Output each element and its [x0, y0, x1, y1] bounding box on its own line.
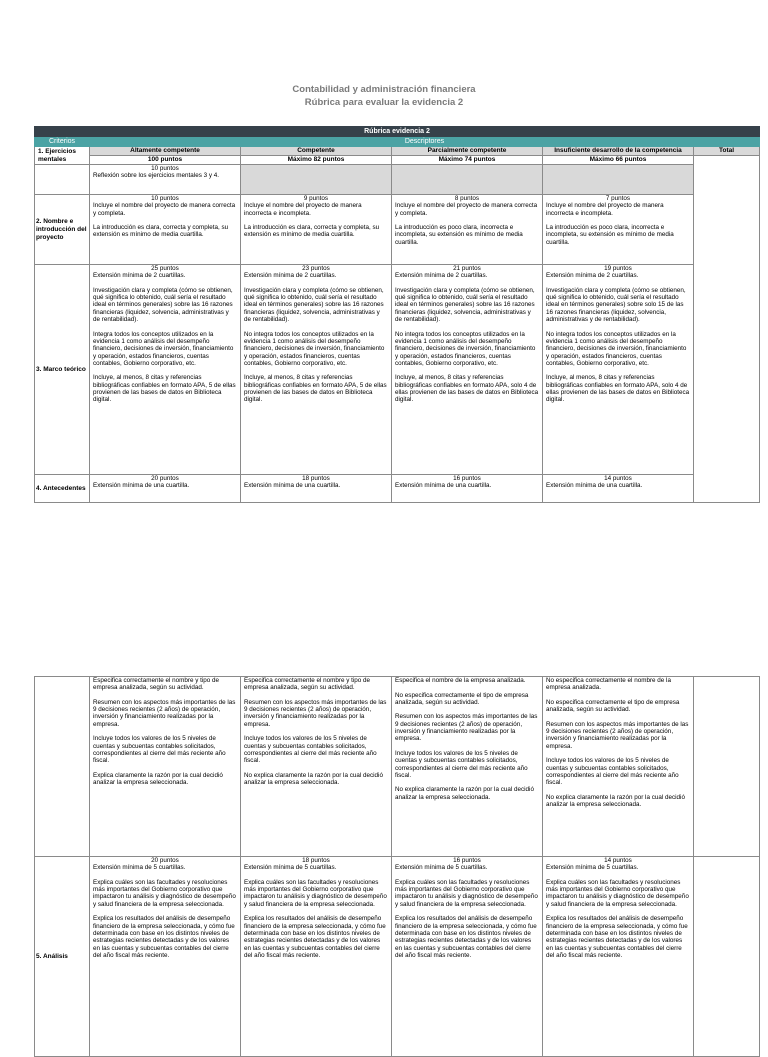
cell-text: Incluye el nombre del proyecto de manera correcta y completa.	[93, 202, 236, 217]
cell-text: Explica los resultados del análisis de desempeño financiero de la empresa seleccionada, y cómo fue determinada con base en los distintos niveles de estrategias recientes detectadas y de los valores en las cuentas y subcuentas contables del cierre del año fiscal más reciente.	[244, 915, 386, 959]
cell-text: Explica los resultados del análisis de desempeño financiero de la empresa seleccionada, y cómo fue determinada con base en los distintos niveles de estrategias recientes detectadas y de los valores en las cuentas y subcuentas contables del cierre del año fiscal más reciente.	[546, 915, 688, 959]
cell-text: Resumen con los aspectos más importantes de las 9 decisiones recientes (2 años) de operación, inversión y financiamiento realizadas por la empresa.	[93, 698, 236, 728]
rubric-cell	[543, 475, 694, 503]
rubric-cell	[241, 857, 392, 1057]
criterion-spacer	[35, 165, 90, 195]
cell-text: Extensión mínima de una cuartilla.	[395, 482, 492, 490]
cell-text: Incluye, al menos, 8 citas y referencias bibliográficas confiables en formato APA, solo 4 de ellas provienen de las bases de datos en Biblioteca digital.	[395, 374, 539, 404]
criterion-label: 1. Ejercicios mentales	[38, 147, 76, 163]
cell-text: Resumen con los aspectos más importantes de las 9 decisiones recientes (2 años) de operación, inversión y financiamiento realizadas por la empresa.	[244, 698, 387, 728]
points: 20 puntos	[151, 475, 179, 482]
rubric-cell	[543, 677, 694, 857]
cell-text: Resumen con los aspectos más importantes de las 9 decisiones recientes (2 años) de operación, inversión y financiamiento realizadas por la empresa.	[395, 713, 538, 743]
cell-text: La introducción es clara, correcta y completa, su extensión es mínimo de media cuartilla.	[244, 224, 380, 239]
empty-cell	[392, 165, 543, 195]
cell-text: Extensión mínima de 5 cuartillas.	[546, 864, 639, 872]
cell-text: Extensión mínima de 2 cuartillas.	[395, 272, 488, 280]
total-header: Total	[694, 147, 760, 156]
table-row	[35, 677, 760, 857]
cell-text: Extensión mínima de 2 cuartillas.	[244, 272, 337, 280]
cell-text: No explica claramente la razón por la cual decidió analizar la empresa seleccionada.	[395, 786, 534, 801]
cell-text: No explica claramente la razón por la cual decidió analizar la empresa seleccionada.	[546, 793, 685, 809]
level-max: Máximo 82 puntos	[241, 156, 392, 165]
cell-text: Explica cuáles son las facultades y resoluciones más importantes del Gobierno corporativo que impactaron tu análisis y diagnóstico de desempeño y salud financiera de la empresa seleccionada.	[546, 878, 689, 908]
table-row	[35, 165, 760, 195]
level-name: Parcialmente competente	[392, 147, 543, 156]
empty-cell	[543, 165, 694, 195]
rubric-table	[34, 126, 760, 503]
criterion-label	[35, 677, 90, 857]
cell-text: Incluye todos los valores de los 5 niveles de cuentas y subcuentas contables solicitados, correspondientes al cierre del más reciente año fiscal.	[546, 757, 679, 787]
points: 8 puntos	[454, 195, 480, 202]
rubric-cell	[392, 677, 543, 857]
cell-text: La introducción es poco clara, incorrecta e incompleta, su extensión es mínimo de media cuartilla.	[395, 224, 523, 246]
rubric-cell	[392, 475, 543, 503]
table-row	[35, 475, 760, 503]
empty-cell	[241, 165, 392, 195]
table-row	[35, 265, 760, 475]
cell-text: Extensión mínima de 5 cuartillas.	[244, 864, 337, 872]
total-cell	[694, 156, 760, 503]
level-names-row	[35, 147, 760, 156]
rubric-cell	[90, 475, 241, 503]
cell-text: Especifica el nombre de la empresa analizada.	[395, 677, 526, 684]
cell-text: La introducción es clara, correcta y completa, su extensión es mínimo de media cuartilla.	[93, 224, 229, 239]
level-max: 100 puntos	[90, 156, 241, 165]
cell-text: No especifica correctamente el nombre de la empresa analizada.	[546, 677, 671, 692]
rubric-cell	[543, 265, 694, 475]
points: 18 puntos	[302, 475, 330, 482]
cell-text: Especifica correctamente el nombre y tipo de empresa analizada, según su actividad.	[244, 677, 370, 692]
cell-text: Incluye el nombre del proyecto de manera incorrecta e incompleta.	[244, 202, 362, 217]
total-cell	[694, 857, 760, 1057]
cell-text: Incluye, al menos, 8 citas y referencias bibliográficas confiables en formato APA, solo 4 de ellas provienen de las bases de datos en Biblioteca digital.	[546, 374, 690, 404]
rubric-cell	[392, 265, 543, 475]
cell-text: Integra todos los conceptos utilizados en la evidencia 1 como análisis del desempeño financiero, decisiones de inversión, financiamiento y operación, estados financieros, cuentas contables, Gobierno corporativo, etc.	[93, 330, 234, 367]
criterios-header: Criterios	[35, 137, 90, 147]
course-title: Contabilidad y administración financiera	[292, 84, 476, 95]
table-row	[35, 857, 760, 1057]
points: 20 puntos	[151, 857, 179, 864]
level-name: Altamente competente	[90, 147, 241, 156]
cell-text: Explica los resultados del análisis de desempeño financiero de la empresa seleccionada, y cómo fue determinada con base en los distintos niveles de estrategias recientes detectadas y de los valores en las cuentas y subcuentas contables del cierre del año fiscal más reciente.	[395, 915, 537, 959]
cell-text: Incluye, al menos, 8 citas y referencias bibliográficas confiables en formato APA, 5 de ellas provienen de las bases de datos en Biblioteca digital.	[244, 374, 387, 404]
rubric-cell	[90, 165, 241, 195]
rubric-cell	[543, 857, 694, 1057]
band-row	[35, 137, 760, 147]
cell-text: No integra todos los conceptos utilizados en la evidencia 1 como análisis del desempeño financiero, decisiones de inversión, financiamiento y operación, estados financieros, cuentas contables, Gobierno corporativo, etc.	[244, 330, 385, 367]
cell-text: Investigación clara y completa (cómo se obtienen, qué significa lo obtenido, cuál sería el resultado ideal en términos generales) sobre las 16 razones financieras (liquidez, solvencia, administrativas y de rentabilidad).	[244, 286, 384, 324]
criterion-label: 5. Análisis	[35, 857, 90, 1057]
level-max: Máximo 66 puntos	[543, 156, 694, 165]
cell-text: Resumen con los aspectos más importantes de las 9 decisiones recientes (2 años) de operación, inversión y financiamiento realizadas por la empresa.	[546, 720, 689, 750]
points: 18 puntos	[302, 857, 330, 864]
cell-text: Extensión mínima de 5 cuartillas.	[395, 864, 488, 872]
descriptores-header: Descriptores	[90, 137, 760, 147]
criterion-cell	[35, 147, 90, 165]
cell-text: Especifica correctamente el nombre y tipo de empresa analizada, según su actividad.	[93, 677, 219, 692]
cell-text: Explica claramente la razón por la cual decidió analizar la empresa seleccionada.	[93, 771, 223, 787]
level-name: Insuficiente desarrollo de la competencia	[543, 147, 694, 156]
rubric-cell	[543, 195, 694, 265]
cell-text: Extensión mínima de una cuartilla.	[546, 482, 643, 490]
cell-text: No integra todos los conceptos utilizados en la evidencia 1 como análisis del desempeño financiero, decisiones de inversión, financiamiento y operación, estados financieros, cuentas contables, Gobierno corporativo, etc.	[395, 330, 536, 367]
points: 14 puntos	[604, 857, 632, 864]
cell-text: Explica cuáles son las facultades y resoluciones más importantes del Gobierno corporativo que impactaron tu análisis y diagnóstico de desempeño y salud financiera de la empresa seleccionada.	[244, 878, 387, 908]
points: 25 puntos	[151, 265, 179, 272]
cell-text: No explica claramente la razón por la cual decidió analizar la empresa seleccionada.	[244, 771, 383, 787]
rubric-cell	[241, 195, 392, 265]
points: 9 puntos	[303, 195, 329, 202]
rubric-cell	[392, 857, 543, 1057]
cell-text: La introducción es poco clara, incorrecta e incompleta, su extensión es mínimo de media cuartilla.	[546, 224, 674, 246]
cell-text: Investigación clara y completa (cómo se obtienen, qué significa lo obtenido, cuál sería el resultado ideal en términos generales) sobre las 16 razones financieras (liquidez, solvencia, administrativas y de rentabilidad).	[395, 286, 535, 324]
cell-text: No especifica correctamente el tipo de empresa analizada, según su actividad.	[546, 698, 680, 714]
points: 21 puntos	[453, 265, 481, 272]
cell-text: Explica los resultados del análisis de desempeño financiero de la empresa seleccionada, y cómo fue determinada con base en los distintos niveles de estrategias recientes detectadas y de los valores en las cuentas y subcuentas contables del cierre del año fiscal más reciente.	[93, 915, 235, 959]
table-title-row	[35, 127, 760, 137]
rubric-cell	[90, 677, 241, 857]
points: 16 puntos	[453, 475, 481, 482]
rubric-cell	[392, 195, 543, 265]
cell-text: Incluye todos los valores de los 5 niveles de cuentas y subcuentas contables solicitados, correspondientes al cierre del más reciente año fiscal.	[395, 749, 528, 779]
points: 10 puntos	[151, 195, 179, 202]
criterion-label: 4. Antecedentes	[35, 475, 90, 503]
points: 7 puntos	[605, 195, 631, 202]
points: 23 puntos	[302, 265, 330, 272]
cell-text: Explica cuáles son las facultades y resoluciones más importantes del Gobierno corporativo que impactaron tu análisis y diagnóstico de desempeño y salud financiera de la empresa seleccionada.	[395, 878, 538, 908]
rubric-cell	[241, 677, 392, 857]
criterion-label: 3. Marco teórico	[35, 265, 90, 475]
table-row	[35, 195, 760, 265]
points: 19 puntos	[604, 265, 632, 272]
criterion-label: 2. Nombre e introducción del proyecto	[35, 195, 90, 265]
document-header	[0, 83, 768, 109]
level-max: Máximo 74 puntos	[392, 156, 543, 165]
cell-text: Incluye todos los valores de los 5 niveles de cuentas y subcuentas contables solicitados, correspondientes al cierre del más reciente año fiscal.	[244, 735, 377, 765]
points: 16 puntos	[453, 857, 481, 864]
cell-text: No especifica correctamente el tipo de empresa analizada, según su actividad.	[395, 691, 529, 706]
points: 10 puntos	[151, 165, 179, 172]
total-cell	[694, 677, 760, 857]
rubric-cell	[90, 857, 241, 1057]
cell-text: Extensión mínima de 2 cuartillas.	[546, 272, 639, 280]
cell-text: Incluye todos los valores de los 5 niveles de cuentas y subcuentas contables solicitados, correspondientes al cierre del más reciente año fiscal.	[93, 735, 226, 765]
rubric-title: Rúbrica para evaluar la evidencia 2	[304, 97, 464, 108]
level-max-row	[35, 156, 760, 165]
cell-text: Incluye, al menos, 8 citas y referencias bibliográficas confiables en formato APA, 5 de ellas provienen de las bases de datos en Biblioteca digital.	[93, 374, 236, 404]
cell-text: Explica cuáles son las facultades y resoluciones más importantes del Gobierno corporativo que impactaron tu análisis y diagnóstico de desempeño y salud financiera de la empresa seleccionada.	[93, 878, 236, 908]
points: 14 puntos	[604, 475, 632, 482]
cell-text: Extensión mínima de una cuartilla.	[244, 482, 341, 490]
cell-text: No integra todos los conceptos utilizados en la evidencia 1 como análisis del desempeño financiero, decisiones de inversión, financiamiento y operación, estados financieros, cuentas contables, Gobierno corporativo, etc.	[546, 330, 687, 367]
table-title: Rúbrica evidencia 2	[35, 127, 760, 137]
cell-text: Incluye el nombre del proyecto de manera correcta y completa.	[395, 202, 538, 217]
rubric-cell	[90, 195, 241, 265]
rubric-cell	[90, 265, 241, 475]
cell-text: Investigación clara y completa (cómo se obtienen, qué significa lo obtenido, cuál sería el resultado ideal en términos generales) sobre las 16 razones financieras (liquidez, solvencia, administrativas y de rentabilidad).	[93, 286, 233, 324]
rubric-table-continued	[34, 676, 760, 1057]
rubric-cell	[241, 265, 392, 475]
rubric-cell	[241, 475, 392, 503]
cell-text: Reflexión sobre los ejercicios mentales 3 y 4.	[93, 172, 219, 180]
cell-text: Extensión mínima de 5 cuartillas.	[93, 864, 186, 872]
cell-text: Extensión mínima de una cuartilla.	[93, 482, 190, 490]
level-name: Competente	[241, 147, 392, 156]
cell-text: Incluye el nombre del proyecto de manera incorrecta e incompleta.	[546, 202, 664, 217]
cell-text: Extensión mínima de 2 cuartillas.	[93, 272, 186, 280]
cell-text: Investigación clara y completa (cómo se obtienen, qué significa lo obtenido, cuál sería el resultado ideal en términos generales) sobre solo 15 de las 16 razones financieras (liquidez, solvencia, administrativas y de rentabilidad).	[546, 286, 686, 324]
